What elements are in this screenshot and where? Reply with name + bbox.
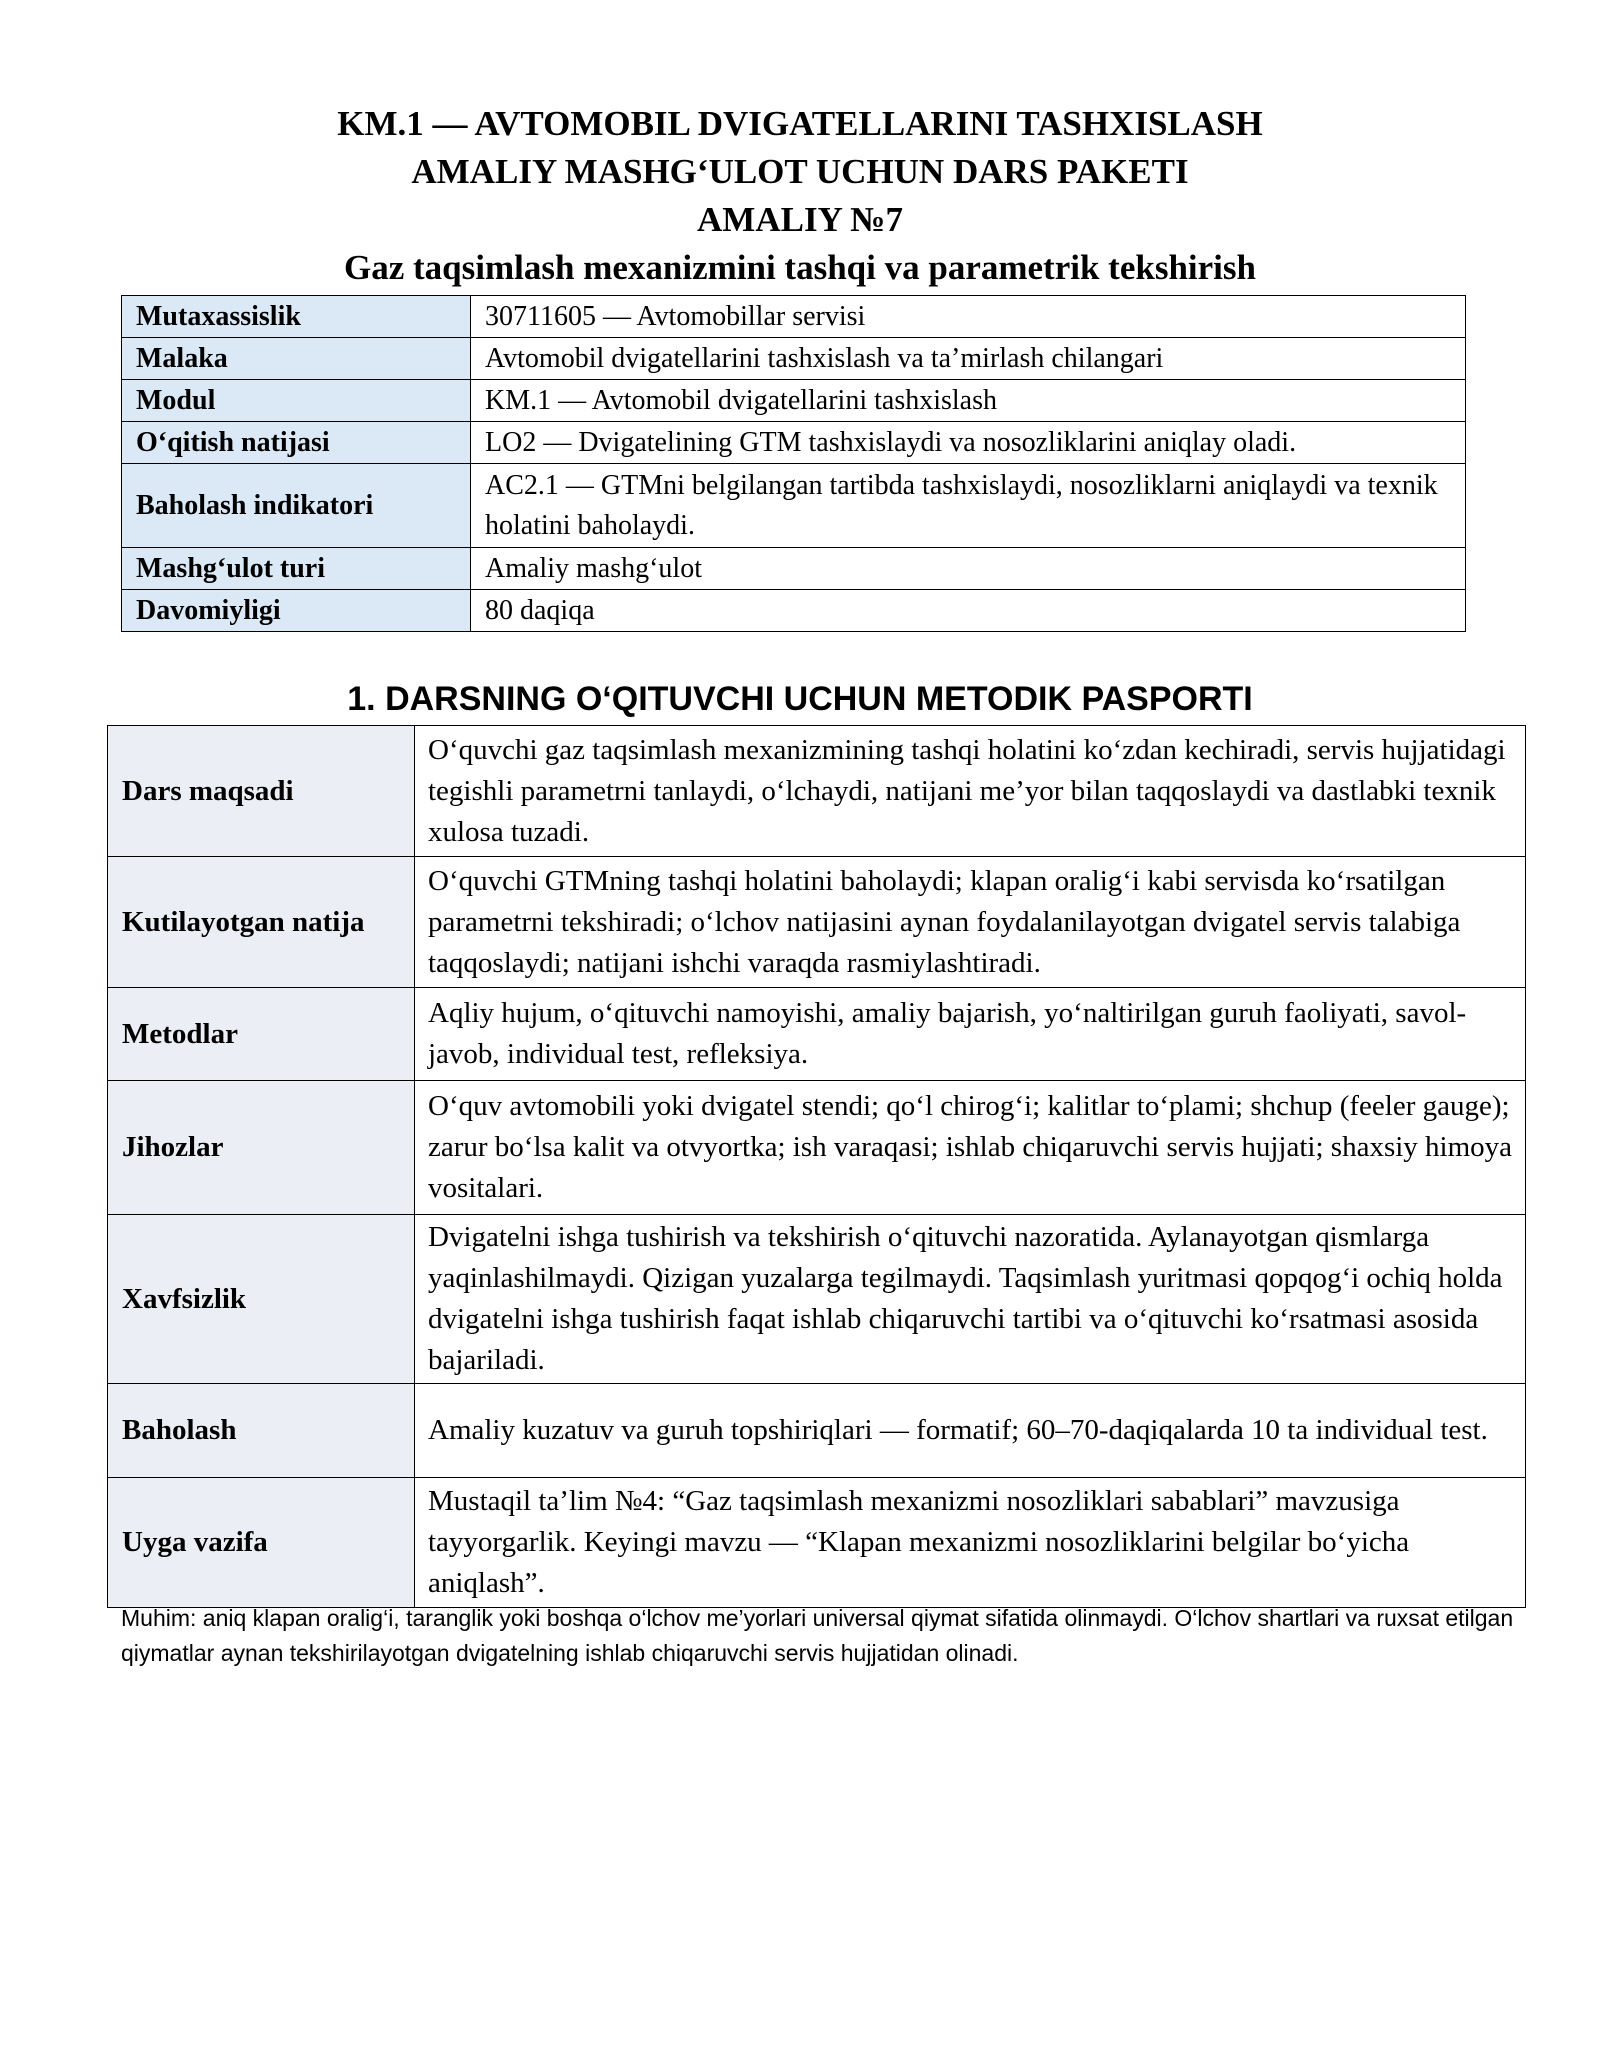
title-line-4: Gaz taqsimlash mexanizmini tashqi va parametrik tekshirish bbox=[344, 248, 1256, 287]
passport-label: Xavfsizlik bbox=[108, 1215, 415, 1384]
passport-value: Amaliy kuzatuv va guruh topshiriqlari — formatif; 60–70-daqiqalarda 10 ta individual test. bbox=[415, 1384, 1526, 1478]
passport-label: Dars maqsadi bbox=[108, 726, 415, 857]
passport-label: Kutilayotgan natija bbox=[108, 857, 415, 988]
info-value: 30711605 — Avtomobillar servisi bbox=[471, 296, 1466, 338]
title-line-3: AMALIY №7 bbox=[697, 200, 903, 239]
passport-value: Mustaqil ta’lim №4: “Gaz taqsimlash mexanizmi nosozliklari sabablari” mavzusiga tayyorgarlik. Keyingi mavzu — “Klapan mexanizmi nosozliklarini belgilar bo‘yicha aniqlash”. bbox=[415, 1478, 1526, 1608]
info-label: Davomiyligi bbox=[122, 590, 471, 632]
passport-label: Baholash bbox=[108, 1384, 415, 1478]
table-row bbox=[122, 464, 1466, 548]
info-value: Avtomobil dvigatellarini tashxislash va ta’mirlash chilangari bbox=[471, 338, 1466, 380]
info-label: Modul bbox=[122, 380, 471, 422]
table-row bbox=[122, 590, 1466, 632]
info-value: 80 daqiqa bbox=[471, 590, 1466, 632]
passport-value: O‘quv avtomobili yoki dvigatel stendi; qo‘l chirog‘i; kalitlar to‘plami; shchup (feeler gauge); zarur bo‘lsa kalit va otvyortka; ish varaqasi; ishlab chiqaruvchi servis hujjati; shaxsiy himoya vositalari. bbox=[415, 1081, 1526, 1215]
table-row bbox=[108, 1478, 1526, 1608]
table-row bbox=[108, 857, 1526, 988]
table-row bbox=[108, 1081, 1526, 1215]
table-row bbox=[122, 380, 1466, 422]
info-value: LO2 — Dvigatelining GTM tashxislaydi va nosozliklarini aniqlay oladi. bbox=[471, 422, 1466, 464]
info-value: KM.1 — Avtomobil dvigatellarini tashxislash bbox=[471, 380, 1466, 422]
table-row bbox=[122, 338, 1466, 380]
info-value: Amaliy mashg‘ulot bbox=[471, 548, 1466, 590]
table-row bbox=[108, 1215, 1526, 1384]
section-heading: 1. DARSNING O‘QITUVCHI UCHUN METODIK PASPORTI bbox=[347, 680, 1253, 718]
title-line-2: AMALIY MASHG‘ULOT UCHUN DARS PAKETI bbox=[411, 152, 1189, 191]
passport-value: Dvigatelni ishga tushirish va tekshirish o‘qituvchi nazoratida. Aylanayotgan qismlarga yaqinlashilmaydi. Qizigan yuzalarga tegilmaydi. Taqsimlash yuritmasi qopqog‘i ochiq holda dvigatelni ishga tushirish faqat ishlab chiqaruvchi tartibi va o‘qituvchi ko‘rsatmasi asosida bajariladi. bbox=[415, 1215, 1526, 1384]
title-line-1: KM.1 — AVTOMOBIL DVIGATELLARINI TASHXISLASH bbox=[337, 104, 1263, 143]
passport-value: O‘quvchi gaz taqsimlash mexanizmining tashqi holatini ko‘zdan kechiradi, servis hujjatidagi tegishli parametrni tanlaydi, o‘lchaydi, natijani me’yor bilan taqqoslaydi va dastlabki texnik xulosa tuzadi. bbox=[415, 726, 1526, 857]
info-label: Mashg‘ulot turi bbox=[122, 548, 471, 590]
info-value: AC2.1 — GTMni belgilangan tartibda tashxislaydi, nosozliklarni aniqlaydi va texnik holatini baholaydi. bbox=[471, 464, 1466, 548]
table-row bbox=[122, 548, 1466, 590]
info-label: Malaka bbox=[122, 338, 471, 380]
info-label: O‘qitish natijasi bbox=[122, 422, 471, 464]
passport-label: Jihozlar bbox=[108, 1081, 415, 1215]
info-label: Baholash indikatori bbox=[122, 464, 471, 548]
table-row bbox=[122, 422, 1466, 464]
table-row bbox=[108, 1384, 1526, 1478]
important-note: Muhim: aniq klapan oralig‘i, taranglik yoki boshqa o‘lchov me’yorlari universal qiymat sifatida olinmaydi. O‘lchov shartlari va ruxsat etilgan qiymatlar aynan tekshirilayotgan dvigatelning ishlab chiqaruvchi servis hujjatidan olinadi. bbox=[121, 1605, 1514, 1666]
table-row bbox=[108, 988, 1526, 1081]
passport-label: Uyga vazifa bbox=[108, 1478, 415, 1608]
document-title bbox=[0, 100, 1600, 292]
passport-value: O‘quvchi GTMning tashqi holatini baholaydi; klapan oralig‘i kabi servisda ko‘rsatilgan parametrni tekshiradi; o‘lchov natijasini aynan foydalanilayotgan dvigatel servis talabiga taqqoslaydi; natijani ishchi varaqda rasmiylashtiradi. bbox=[415, 857, 1526, 988]
table-row bbox=[122, 296, 1466, 338]
table-row bbox=[108, 726, 1526, 857]
passport-label: Metodlar bbox=[108, 988, 415, 1081]
info-label: Mutaxassislik bbox=[122, 296, 471, 338]
info-table bbox=[121, 295, 1466, 632]
passport-value: Aqliy hujum, o‘qituvchi namoyishi, amaliy bajarish, yo‘naltirilgan guruh faoliyati, savol-javob, individual test, refleksiya. bbox=[415, 988, 1526, 1081]
methodic-passport-table bbox=[107, 725, 1526, 1608]
